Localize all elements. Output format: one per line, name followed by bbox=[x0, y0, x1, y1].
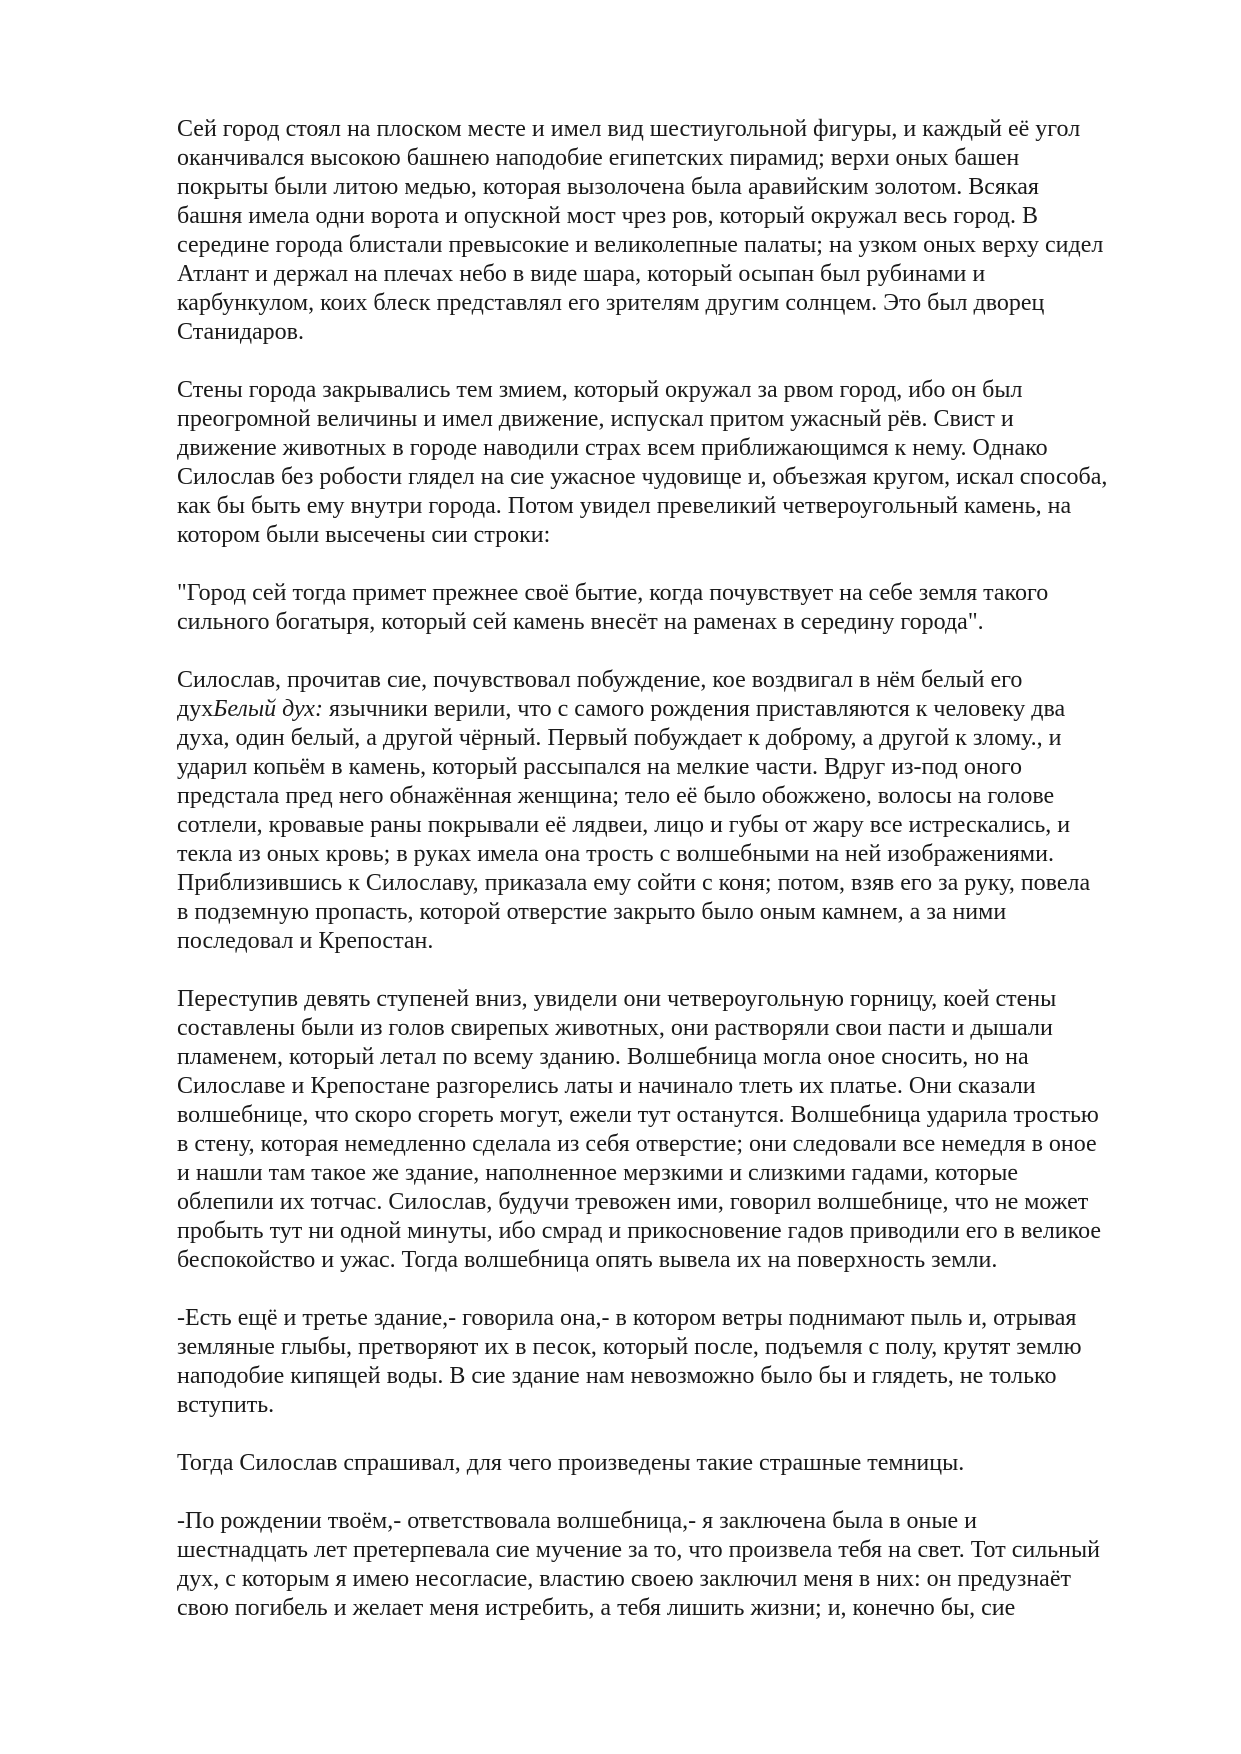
text-line: Станидаров. bbox=[177, 319, 305, 345]
paragraph bbox=[177, 579, 1167, 637]
text-line: наподобие кипящей воды. В сие здание нам невозможно было бы и глядеть, не только bbox=[177, 1363, 1057, 1389]
text-line: карбункулом, коих блеск представлял его зрителям другим солнцем. Это был дворец bbox=[177, 290, 1045, 316]
text-line: Стены города закрывались тем змием, который окружал за рвом город, ибо он был bbox=[177, 377, 1023, 403]
text-line: как бы быть ему внутри города. Потом увидел превеликий четвероугольный камень, на bbox=[177, 493, 1072, 519]
text-line: и нашли там такое же здание, наполненное мерзкими и слизкими гадами, которые bbox=[177, 1160, 1019, 1186]
text-line: Атлант и держал на плечах небо в виде шара, который осыпан был рубинами и bbox=[177, 261, 986, 287]
text-line: преогромной величины и имел движение, испускал притом ужасный рёв. Свист и bbox=[177, 406, 1014, 432]
text-line: башня имела одни ворота и опускной мост чрез ров, который окружал весь город. В bbox=[177, 203, 1038, 229]
text-line: шестнадцать лет претерпевала сие мучение за то, что произвела тебя на свет. Тот сильный bbox=[177, 1537, 1100, 1563]
text-line: "Город сей тогда примет прежнее своё бытие, когда почувствует на себе земля такого bbox=[177, 580, 1049, 606]
text-line: покрыты были литою медью, которая вызолочена была аравийским золотом. Всякая bbox=[177, 174, 1039, 200]
footnote-italic: Белый дух: bbox=[213, 696, 323, 722]
paragraph bbox=[177, 1507, 1167, 1623]
text-line: Силослав, прочитав сие, почувствовал побуждение, кое воздвигал в нём белый его bbox=[177, 667, 1023, 693]
paragraph bbox=[177, 1304, 1167, 1420]
text-line: Силослав без робости глядел на сие ужасное чудовище и, объезжая кругом, искал способа, bbox=[177, 464, 1108, 490]
text-line: духа, один белый, а другой чёрный. Первый побуждает к доброму, а другой к злому., и bbox=[177, 725, 1062, 751]
text-line: текла из оных кровь; в руках имела она трость с волшебными на ней изображениями. bbox=[177, 841, 1054, 867]
text-line: земляные глыбы, претворяют их в песок, который после, подъемля с полу, крутят землю bbox=[177, 1334, 1082, 1360]
text-line: сильного богатыря, который сей камень внесёт на раменах в середину города". bbox=[177, 609, 984, 635]
text-line: Тогда Силослав спрашивал, для чего произведены такие страшные темницы. bbox=[177, 1450, 965, 1476]
text-line: ударил копьём в камень, который рассыпался на мелкие части. Вдруг из-под оного bbox=[177, 754, 1022, 780]
text-line: свою погибель и желает меня истребить, а тебя лишить жизни; и, конечно бы, сие bbox=[177, 1595, 1016, 1621]
paragraph bbox=[177, 376, 1167, 550]
text-line: предстала пред него обнажённая женщина; тело её было обожжено, волосы на голове bbox=[177, 783, 1055, 809]
document-body bbox=[177, 115, 1167, 1623]
text-line: Сей город стоял на плоском месте и имел вид шестиугольной фигуры, и каждый её угол bbox=[177, 116, 1081, 142]
text-line: Силославе и Крепостане разгорелись латы и начинало тлеть их платье. Они сказали bbox=[177, 1073, 1036, 1099]
paragraph bbox=[177, 666, 1167, 956]
text-line: беспокойство и ужас. Тогда волшебница опять вывела их на поверхность земли. bbox=[177, 1247, 998, 1273]
text-line: -Есть ещё и третье здание,- говорила она,- в котором ветры поднимают пыль и, отрывая bbox=[177, 1305, 1077, 1331]
text-line: котором были высечены сии строки: bbox=[177, 522, 551, 548]
text-line: составлены были из голов свирепых животных, они растворяли свои пасти и дышали bbox=[177, 1015, 1053, 1041]
text-line: последовал и Крепостан. bbox=[177, 928, 434, 954]
text-line: оканчивался высокою башнею наподобие египетских пирамид; верхи оных башен bbox=[177, 145, 1020, 171]
text-line: движение животных в городе наводили страх всем приближающимся к нему. Однако bbox=[177, 435, 1048, 461]
text-line: облепили их тотчас. Силослав, будучи тревожен ими, говорил волшебнице, что не может bbox=[177, 1189, 1089, 1215]
paragraph bbox=[177, 985, 1167, 1275]
text-line: Приблизившись к Силославу, приказала ему сойти с коня; потом, взяв его за руку, повела bbox=[177, 870, 1091, 896]
text-line: середине города блистали превысокие и великолепные палаты; на узком оных верху сидел bbox=[177, 232, 1104, 258]
text-line: -По рождении твоём,- ответствовала волшебница,- я заключена была в оные и bbox=[177, 1508, 977, 1534]
text-line: Переступив девять ступеней вниз, увидели они четвероугольную горницу, коей стены bbox=[177, 986, 1057, 1012]
text-line: сотлели, кровавые раны покрывали её лядвеи, лицо и губы от жару все истрескались, и bbox=[177, 812, 1071, 838]
text-line: дух, с которым я имею несогласие, властию своею заключил меня в них: он предузнаёт bbox=[177, 1566, 1071, 1592]
text-line: волшебнице, что скоро сгореть могут, ежели тут останутся. Волшебница ударила тростью bbox=[177, 1102, 1099, 1128]
text-line: пламенем, который летал по всему зданию. Волшебница могла оное сносить, но на bbox=[177, 1044, 1029, 1070]
text-line: пробыть тут ни одной минуты, ибо смрад и прикосновение гадов приводили его в великое bbox=[177, 1218, 1102, 1244]
text-line: в подземную пропасть, которой отверстие закрыто было оным камнем, а за ними bbox=[177, 899, 1007, 925]
text-line: духБелый дух: язычники верили, что с самого рождения приставляются к человеку два bbox=[177, 696, 1066, 722]
text-line: вступить. bbox=[177, 1392, 275, 1418]
text-line: в стену, которая немедленно сделала из себя отверстие; они следовали все немедля в оное bbox=[177, 1131, 1097, 1157]
paragraph bbox=[177, 115, 1167, 347]
paragraph bbox=[177, 1449, 1167, 1478]
